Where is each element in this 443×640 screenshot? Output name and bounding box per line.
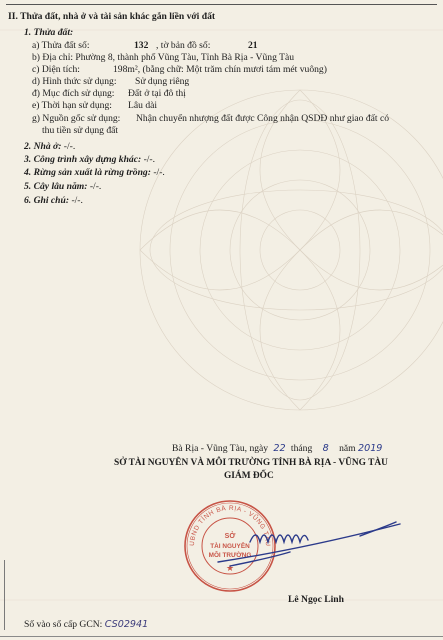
usage-form-label: d) Hình thức sử dụng: [32,76,117,87]
notes-item [24,195,83,207]
forest-value: -/-. [150,167,165,178]
registry-number-line [24,619,148,631]
forest-label: 4. Rừng sản xuất là rừng trồng: [24,167,151,178]
usage-term-label: e) Thời hạn sử dụng: [32,100,112,111]
svg-text:MÔI TRƯỜNG: MÔI TRƯỜNG [208,552,252,559]
land-heading: 1. Thửa đất: [24,27,74,38]
svg-text:TÀI NGUYÊN: TÀI NGUYÊN [210,543,250,550]
registry-number-value: CS02941 [104,619,149,630]
origin-value: Nhận chuyển nhượng đất được Công nhận QSDĐ như giao đất có [136,113,390,124]
usage-term-value: Lâu dài [128,100,158,111]
area-label: c) Diện tích: [32,64,80,75]
perennial-trees-item [24,181,101,193]
left-margin-line [4,560,5,630]
other-construction-label: 3. Công trình xây dựng khác: [24,154,142,165]
usage-form-value: Sử dụng riêng [135,76,190,87]
perennial-trees-value: -/-. [87,181,102,192]
address-line: b) Địa chỉ: Phường 8, thành phố Vũng Tàu, Tỉnh Bà Rịa - Vũng Tàu [32,52,295,63]
notes-label: 6. Ghi chú: [24,195,70,206]
signer-name: Lê Ngọc Linh [288,594,344,605]
date-day: 22 [273,443,286,454]
origin-label: g) Nguồn gốc sử dụng: [32,113,121,124]
place-date-line [172,443,382,455]
bottom-border [0,636,443,637]
forest-item [24,167,165,179]
other-construction-item [24,154,155,166]
section-title: II. Thửa đất, nhà ở và tài sản khác gắn liền với đất [8,11,216,22]
map-sheet-label: , tờ bản đồ số: [156,40,211,51]
issuing-authority: SỞ TÀI NGUYÊN VÀ MÔI TRƯỜNG TỈNH BÀ RỊA - VŨNG TÀU [114,458,388,468]
month-label: tháng [290,443,313,454]
top-border [6,4,437,5]
parcel-number-label: a) Thửa đất số: [32,40,90,51]
usage-purpose-value: Đất ở tại đô thị [128,88,186,99]
seal-ring-text: UBND TỈNH BÀ RỊA - VŨNG TÀU [188,504,272,547]
other-construction-value: -/-. [141,154,156,165]
place-date-prefix: Bà Rịa - Vũng Tàu, ngày [172,443,269,454]
svg-text:★: ★ [225,563,235,573]
perennial-trees-label: 5. Cây lâu năm: [24,181,88,192]
year-label: năm [339,443,356,454]
signature [210,496,410,576]
parcel-number-value: 132 [134,40,149,51]
usage-purpose-label: đ) Mục đích sử dụng: [32,88,115,99]
house-value: -/-. [61,141,76,152]
date-month: 8 [322,443,329,454]
area-value: 198m², (bằng chữ: Một trăm chín mươi tám mét vuông) [113,64,327,75]
house-label: 2. Nhà ở: [24,141,62,152]
registry-number-label: Số vào sổ cấp GCN: [24,619,103,630]
date-year: 2019 [358,443,383,454]
house-item [24,141,75,153]
origin-value-continued: thu tiền sử dụng đất [42,125,119,136]
signer-position: GIÁM ĐỐC [224,471,274,481]
svg-text:SỞ: SỞ [224,533,236,540]
map-sheet-value: 21 [248,40,258,51]
notes-value: -/-. [69,195,83,206]
